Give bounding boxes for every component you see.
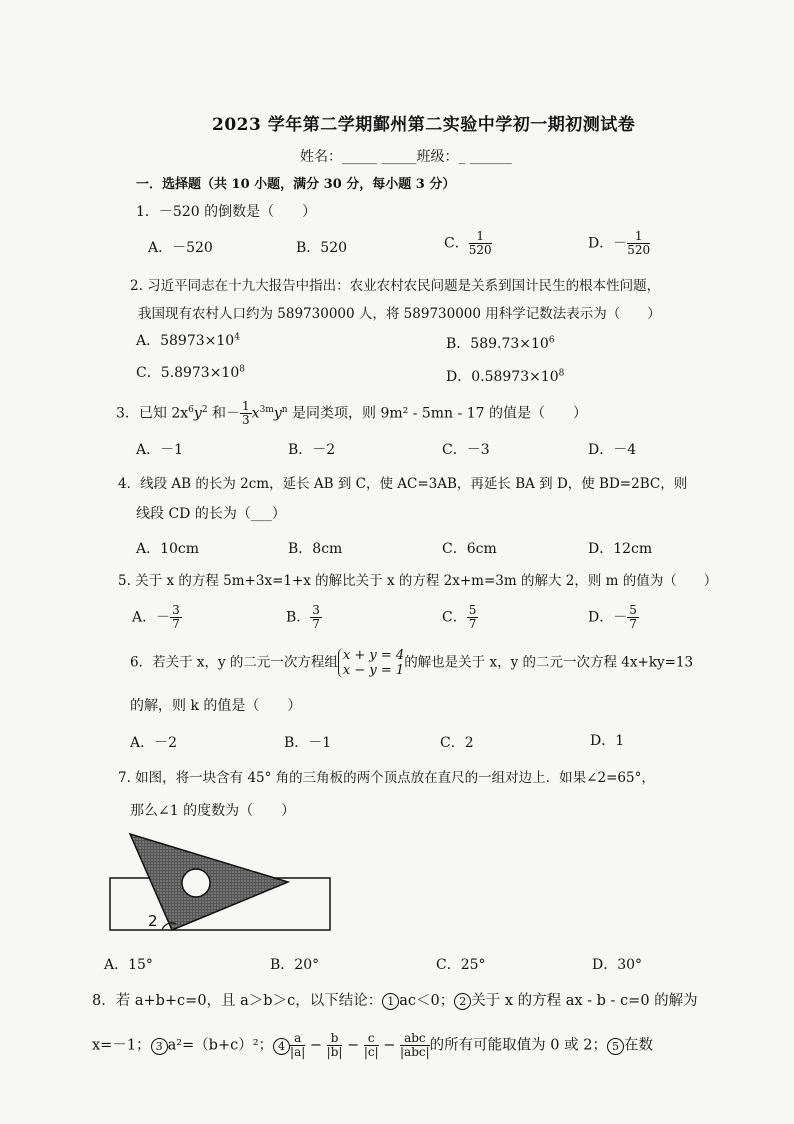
q6-line2: 的解，则 k 的值是（ ） xyxy=(130,698,302,714)
q5-option-b xyxy=(286,604,322,631)
q7-option-a: A．15° xyxy=(104,957,153,973)
q1-c-fraction xyxy=(469,230,492,257)
q8-f4d: |abc| xyxy=(400,1045,430,1059)
q5-c-den: 7 xyxy=(468,617,477,631)
page-title: 2023 学年第二学期鄞州第二实验中学初一期初测试卷 xyxy=(212,115,636,135)
q4-option-b: B．8cm xyxy=(288,541,343,557)
q2-line2: 我国现有农村人口约为 589730000 人，将 589730000 用科学记数法表示为（ ） xyxy=(138,306,661,322)
q5-c-num: 5 xyxy=(468,603,477,617)
triangle-ruler-figure xyxy=(100,826,340,938)
q6-option-a: A．－2 xyxy=(130,735,178,751)
q2-c-exp: 8 xyxy=(239,364,245,375)
section-heading: 一．选择题（共 10 小题，满分 30 分，每小题 3 分） xyxy=(136,177,456,192)
q8-circle-3: 3 xyxy=(151,1038,168,1055)
q1-d-den: 520 xyxy=(627,243,651,257)
q2-a-exp: 4 xyxy=(234,332,240,343)
q5-c-fraction xyxy=(467,604,479,631)
q3-fd: 3 xyxy=(242,413,250,427)
q8-f3d: |c| xyxy=(363,1045,379,1059)
q2-b-text: B．589.73×10 xyxy=(446,336,549,352)
angle-2-label: 2 xyxy=(148,912,158,930)
q3-mid4: y xyxy=(273,405,282,422)
q3-fraction xyxy=(240,400,252,427)
q1-option-b: B．520 xyxy=(296,240,348,256)
q1-c-den: 520 xyxy=(468,243,492,257)
q8-f1d: |a| xyxy=(290,1045,306,1059)
q6-post: 的解也是关于 x，y 的二元一次方程 4x+ky=13 xyxy=(404,654,694,671)
q2-b-exp: 6 xyxy=(548,335,555,346)
q6-eq1: x + y = 4 xyxy=(342,648,405,663)
q6-option-d: D．1 xyxy=(590,733,625,749)
q1-d-label: D．－ xyxy=(588,235,628,252)
q5-a-den: 7 xyxy=(172,617,180,631)
q8-frac-3 xyxy=(364,1032,379,1059)
q5-b-den: 7 xyxy=(312,617,320,631)
q5-d-fraction xyxy=(627,604,639,631)
q5-a-fraction xyxy=(170,604,182,631)
q5-d-label: D．－ xyxy=(588,609,628,626)
q8-line1-a: 8．若 a+b+c=0，且 a＞b＞c，以下结论： xyxy=(92,993,383,1009)
q1-option-d xyxy=(588,230,650,257)
q6-eq2: x − y = 1 xyxy=(342,663,405,678)
q8-f2n: b xyxy=(327,1032,343,1046)
q8-line2-b: a²=（b+c）²； xyxy=(167,1037,274,1054)
q5-d-den: 7 xyxy=(629,617,637,631)
q8-f1n: a xyxy=(290,1032,305,1046)
q1-option-c xyxy=(444,230,492,257)
q8-f2d: |b| xyxy=(326,1045,343,1059)
q2-line1: 2. 习近平同志在十九大报告中指出：农业农村农民问题是关系到国计民生的根本性问题， xyxy=(130,278,661,294)
q8-frac-4 xyxy=(400,1032,430,1059)
q8-circle-1: 1 xyxy=(382,993,399,1010)
q1-stem: 1．－520 的倒数是（ ） xyxy=(136,204,317,220)
q8-line2: x=－1； 3 a²=（b+c）²； 4 $\frac{a}{|a|}$ − $\frac{b}{|b|}$ − $\frac{c}{|c|}$ − $\frac{\text{abc}}{\text{|abc|}}$ 的所有可能取值为 0 或 2； 5 在数 xyxy=(92,1031,653,1059)
q3-fn: 1 xyxy=(242,399,250,413)
q3-option-b: B．－2 xyxy=(288,442,336,458)
q2-d-exp: 8 xyxy=(558,368,565,379)
q7-option-c: C．25° xyxy=(436,957,486,973)
q8-frac-1 xyxy=(290,1032,305,1059)
q4-line1: 4．线段 AB 的长为 2cm，延长 AB 到 C，使 AC=3AB，再延长 BA 到 D，使 BD=2BC，则 xyxy=(118,476,688,492)
q8-line1-b: ac＜0； xyxy=(399,993,455,1009)
q3-mid3: x xyxy=(251,405,260,422)
q5-d-num: 5 xyxy=(629,603,637,617)
q5-b-num: 3 xyxy=(312,603,320,617)
q8-circle-4: 4 xyxy=(273,1038,290,1055)
q8-line1-c: 关于 x 的方程 ax - b - c=0 的解为 xyxy=(471,993,698,1009)
q6-option-b: B．－1 xyxy=(284,735,332,751)
q7-line2: 那么∠1 的度数为（ ） xyxy=(130,803,296,819)
q3-e3: 3m xyxy=(259,404,274,415)
q5-c-label: C． xyxy=(442,609,467,626)
q4-option-c: C．6cm xyxy=(442,541,497,557)
q3-option-c: C．－3 xyxy=(442,442,490,458)
q3-option-a: A．－1 xyxy=(136,442,184,458)
q3-e4: n xyxy=(281,404,288,415)
set-square-hole xyxy=(182,869,210,897)
q1-option-a: A．－520 xyxy=(148,240,213,256)
q7-option-d: D．30° xyxy=(592,957,643,973)
q3-stem xyxy=(116,400,587,427)
q5-b-fraction xyxy=(310,604,322,631)
q5-option-d xyxy=(588,604,639,631)
q8-frac-2 xyxy=(327,1032,343,1059)
q8-line1 xyxy=(92,989,698,1010)
q6-stem xyxy=(130,648,693,678)
q3-e1: 6 xyxy=(188,404,194,415)
q3-e2: 2 xyxy=(201,404,208,415)
q1-c-num: 1 xyxy=(469,230,492,244)
q4-option-d: D．12cm xyxy=(588,541,653,557)
q8-line2-d: 在数 xyxy=(623,1037,653,1054)
q5-b-label: B． xyxy=(286,609,311,626)
q4-option-a: A．10cm xyxy=(136,541,200,557)
q8-line2-a: x=－1； xyxy=(92,1037,151,1054)
q1-d-fraction xyxy=(627,230,650,257)
q5-a-num: 3 xyxy=(172,603,180,617)
q1-d-num: 1 xyxy=(627,230,650,244)
q4-line2: 线段 CD 的长为（___） xyxy=(136,506,286,522)
q5-option-a xyxy=(132,604,182,631)
q3-post: 是同类项，则 9m² - 5mn - 17 的值是（ ） xyxy=(287,405,587,422)
q2-option-a xyxy=(136,330,240,350)
q1-c-label: C． xyxy=(444,235,469,252)
q8-f3n: c xyxy=(364,1032,379,1046)
q3-option-d: D．－4 xyxy=(588,442,637,458)
q2-option-c xyxy=(136,362,245,382)
q2-option-b xyxy=(446,333,555,353)
q8-circle-5: 5 xyxy=(607,1038,624,1055)
q8-circle-2: 2 xyxy=(454,993,471,1010)
q8-line2-c: 的所有可能取值为 0 或 2； xyxy=(429,1037,607,1054)
q5-option-c xyxy=(442,604,478,631)
name-class-line: 姓名：_____ _____班级：_ ______ xyxy=(300,149,512,165)
q5-a-label: A．－ xyxy=(132,609,171,626)
q3-mid1: y xyxy=(193,405,202,422)
q5-stem: 5. 关于 x 的方程 5m+3x=1+x 的解比关于 x 的方程 2x+m=3m 的解大 2，则 m 的值为（ ） xyxy=(118,573,718,589)
q2-d-text: D．0.58973×10 xyxy=(446,369,559,385)
q6-equation-system xyxy=(338,648,404,678)
q7-line1: 7. 如图，将一块含有 45° 角的三角板的两个顶点放在直尺的一组对边上．如果∠2=65°， xyxy=(118,770,655,786)
q8-f4n: abc xyxy=(400,1032,430,1046)
q2-a-text: A．58973×10 xyxy=(136,333,235,349)
q2-option-d xyxy=(446,366,564,386)
q3-mid2: 和－ xyxy=(207,405,241,422)
q6-option-c: C．2 xyxy=(440,735,474,751)
q2-c-text: C．5.8973×10 xyxy=(136,365,240,381)
q7-option-b: B．20° xyxy=(270,957,320,973)
q6-pre: 6．若关于 x，y 的二元一次方程组 xyxy=(130,654,338,671)
q3-pre: 3．已知 2x xyxy=(116,405,189,422)
